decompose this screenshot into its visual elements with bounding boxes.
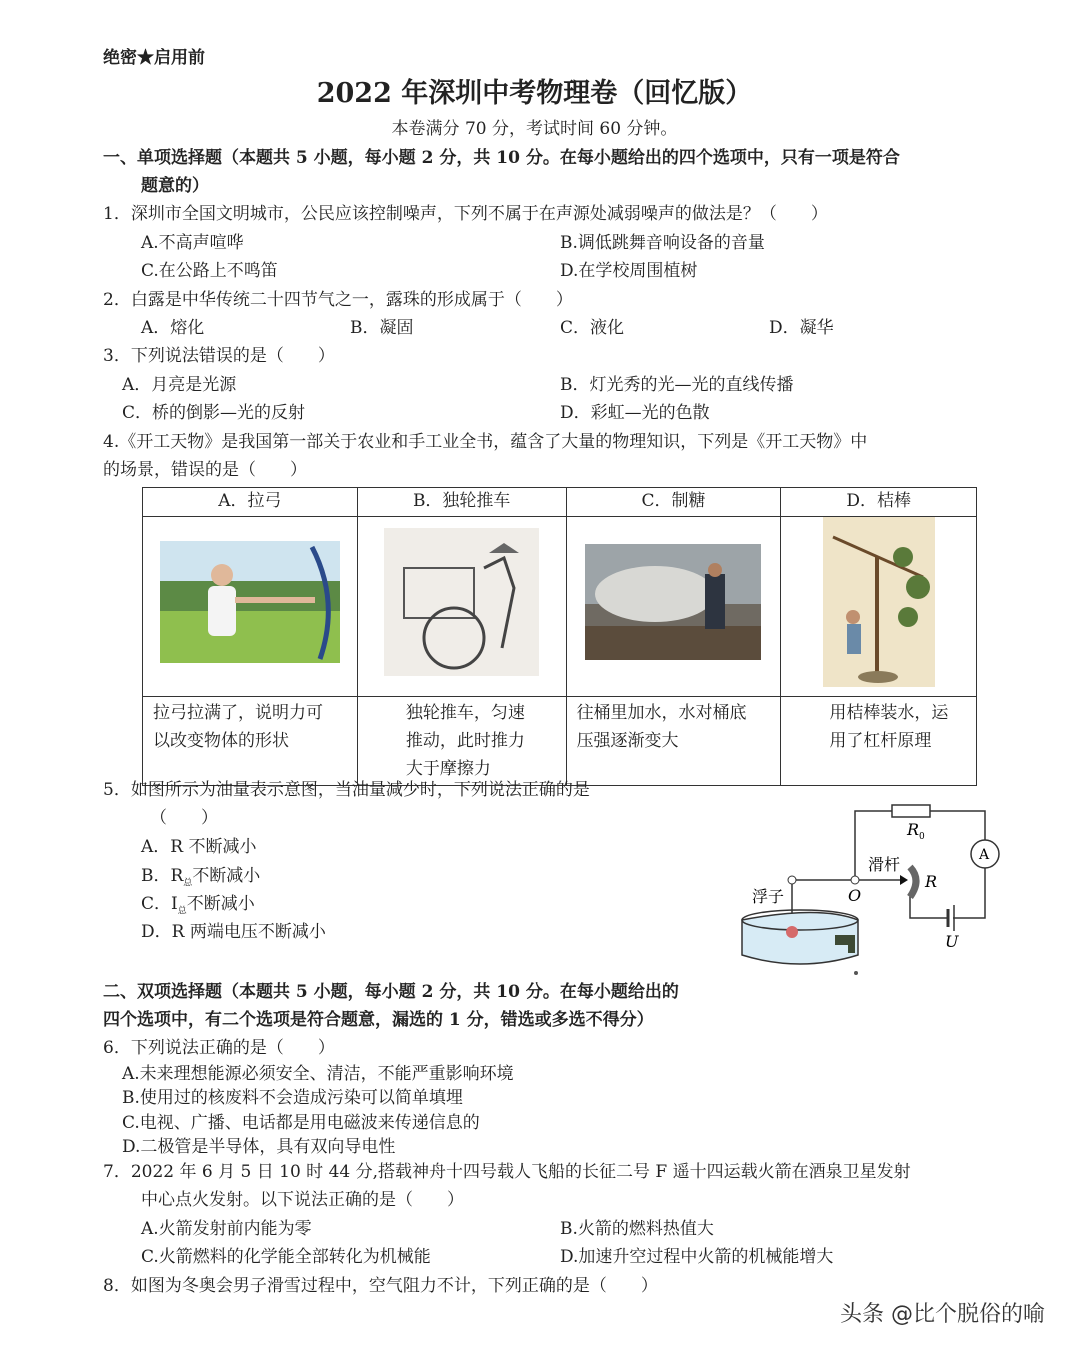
q4-text-d: 用桔棒装水，运 用了杠杆原理 xyxy=(781,697,977,786)
q4-table xyxy=(142,487,977,786)
q7-stem: 7．2022 年 6 月 5 日 10 时 44 分,搭载神舟十四号载人飞船的长征二号 F 遥十四运载火箭在酒泉卫星发射 xyxy=(103,1162,911,1182)
q5-option-b: B．$R_总$不断减小 xyxy=(141,866,261,889)
q2-option-a: A．熔化 xyxy=(141,318,205,338)
q7-option-d: D.加速升空过程中火箭的机械能增大 xyxy=(560,1247,834,1267)
q3-stem: 3．下列说法错误的是（ ） xyxy=(103,346,335,366)
q4-header-d: D．桔棒 xyxy=(781,488,977,517)
q1-option-b: B.调低跳舞音响设备的音量 xyxy=(560,233,765,253)
q7-option-a: A.火箭发射前内能为零 xyxy=(141,1219,312,1239)
q4-header-b: B．独轮推车 xyxy=(357,488,566,517)
lever-label: 滑杆 xyxy=(868,855,901,874)
q1-stem: 1．深圳市全国文明城市，公民应该控制噪声，下列不属于在声源处减弱噪声的做法是？（ ） xyxy=(103,204,828,224)
q6-stem: 6．下列说法正确的是（ ） xyxy=(103,1038,335,1058)
section1-heading: 一、单项选择题（本题共 5 小题，每小题 2 分，共 10 分。在每小题给出的四个选项中，只有一项是符合 xyxy=(103,148,900,168)
q7-option-c: C.火箭燃料的化学能全部转化为机械能 xyxy=(141,1247,431,1267)
sugar-making-photo xyxy=(585,544,761,660)
q1-option-a: A.不高声喧哗 xyxy=(141,233,244,253)
r0-label: R xyxy=(907,820,920,839)
q4-header-a: A．拉弓 xyxy=(143,488,358,517)
q3-option-b: B．灯光秀的光—光的直线传播 xyxy=(560,375,794,395)
q4-text-c: 往桶里加水，水对桶底 压强逐渐变大 xyxy=(566,697,781,786)
pivot-label: O xyxy=(848,886,862,905)
q5-option-d: D．R 两端电压不断减小 xyxy=(141,922,326,942)
q6-option-d: D.二极管是半导体，具有双向导电性 xyxy=(122,1137,396,1157)
q8-stem: 8．如图为冬奥会男子滑雪过程中，空气阻力不计，下列正确的是（ ） xyxy=(103,1276,658,1296)
q4-stem-cont: 的场景，错误的是（ ） xyxy=(103,460,307,480)
section1-heading-cont: 题意的） xyxy=(141,176,209,196)
rheostat-label: R xyxy=(925,872,938,891)
float-label: 浮子 xyxy=(752,887,785,906)
exam-info: 本卷满分 70 分，考试时间 60 分钟。 xyxy=(391,119,678,139)
q4-header-c: C．制糖 xyxy=(566,488,781,517)
q7-stem-cont: 中心点火发射。以下说法正确的是（ ） xyxy=(141,1190,464,1210)
secret-label: 绝密★启用前 xyxy=(103,48,205,68)
q2-option-c: C．液化 xyxy=(560,318,625,338)
q2-option-d: D．凝华 xyxy=(769,318,834,338)
q2-stem: 2．白露是中华传统二十四节气之一，露珠的形成属于（ ） xyxy=(103,290,573,310)
q5-answer-paren: （ ） xyxy=(150,808,218,828)
section2-heading-cont: 四个选项中，有二个选项是符合题意，漏选的 1 分，错选或多选不得分） xyxy=(103,1010,654,1030)
r0-subscript: 0 xyxy=(919,832,925,842)
well-sweep-illustration xyxy=(823,517,935,687)
q3-option-a: A．月亮是光源 xyxy=(122,375,237,395)
q3-option-d: D．彩虹—光的色散 xyxy=(560,403,710,423)
q7-option-b: B.火箭的燃料热值大 xyxy=(560,1219,714,1239)
q5-stem: 5．如图所示为油量表示意图，当油量减少时，下列说法正确的是 xyxy=(103,780,590,800)
q6-option-a: A.未来理想能源必须安全、清洁，不能严重影响环境 xyxy=(122,1064,514,1084)
page-title: 2022 年深圳中考物理卷（回忆版） xyxy=(316,78,753,109)
section2-heading: 二、双项选择题（本题共 5 小题，每小题 2 分，共 10 分。在每小题给出的 xyxy=(103,982,679,1002)
q4-text-b: 独轮推车，匀速 推动，此时推力 大于摩擦力 xyxy=(357,697,566,786)
q6-option-b: B.使用过的核废料不会造成污染可以简单填埋 xyxy=(122,1088,463,1108)
oil-gauge-circuit-diagram xyxy=(740,795,1000,985)
q3-option-c: C．桥的倒影—光的反射 xyxy=(122,403,306,423)
q4-text-a: 拉弓拉满了，说明力可 以改变物体的形状 xyxy=(143,697,358,786)
q5-option-c: C．$I_总$不断减小 xyxy=(141,894,255,917)
archery-photo xyxy=(160,541,340,663)
q1-option-d: D.在学校周围植树 xyxy=(560,261,698,281)
q6-option-c: C.电视、广播、电话都是用电磁波来传递信息的 xyxy=(122,1113,480,1133)
wheelbarrow-illustration xyxy=(384,528,539,676)
voltage-label: U xyxy=(945,932,959,951)
q5-option-a: A．R 不断减小 xyxy=(141,837,257,857)
q2-option-b: B．凝固 xyxy=(350,318,414,338)
ammeter-label: A xyxy=(979,847,990,863)
q1-option-c: C.在公路上不鸣笛 xyxy=(141,261,278,281)
q4-stem: 4.《开工天物》是我国第一部关于农业和手工业全书，蕴含了大量的物理知识，下列是《开工天物》中 xyxy=(103,432,868,452)
watermark: 头条 @比个脱俗的喻 xyxy=(840,1302,1045,1327)
